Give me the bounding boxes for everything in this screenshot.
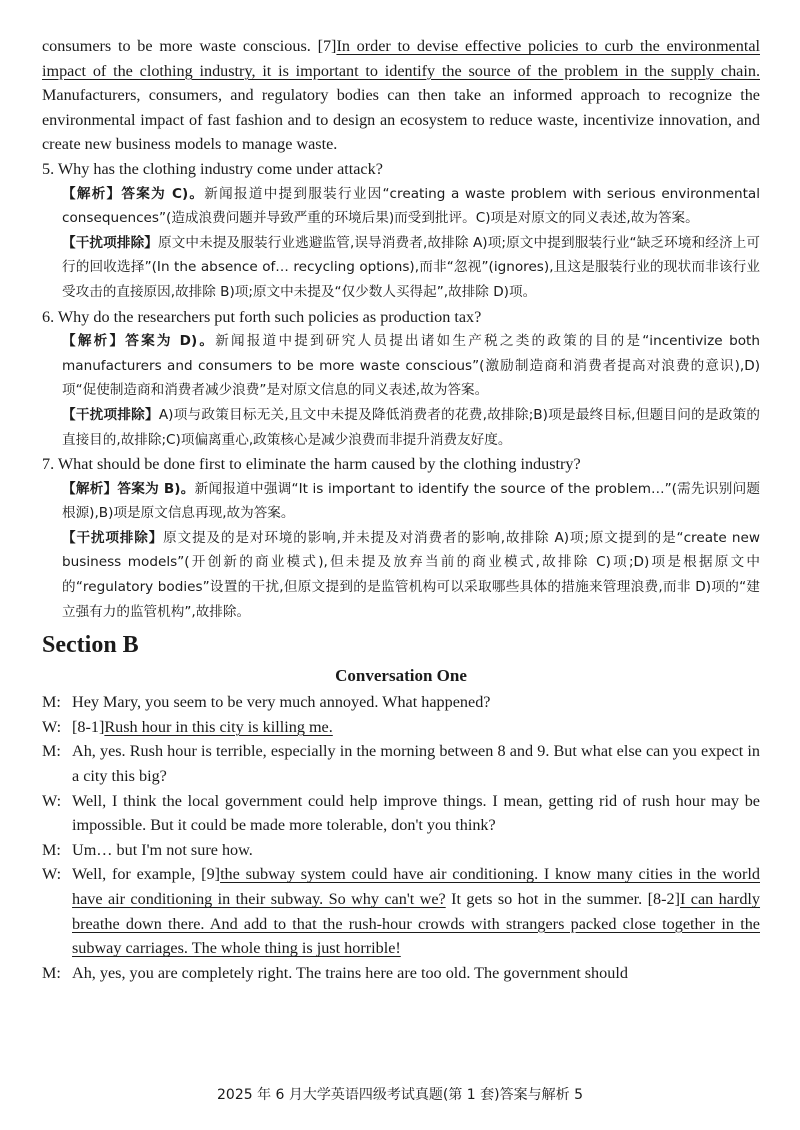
question-6: 6. Why do the researchers put forth such policies as production tax?: [42, 307, 482, 326]
underlined-key-sentence: I can hardly breathe down there. And add to that the rush-hour crowds with strangers packed close together in the subway carriages. The whole thing is just horrible!: [72, 890, 761, 958]
conversation-title: Conversation One: [335, 666, 467, 686]
elimination-label: 【干扰项排除】: [62, 406, 159, 423]
reference-marker: [7]: [317, 37, 337, 55]
analysis-text: 新闻报道中提到研究人员提出诸如生产税之类的政策的目的是“incentivize both manufacturers and consumers to be more waste conscious”(激励制造商和消费者提高对浪费的意识),D)项“促使制造商和消费者减少浪费”是对原文信息的同义表述,故为答案。: [62, 333, 761, 399]
analysis-label: 【解析】: [62, 185, 122, 202]
speaker-label: M:: [42, 742, 61, 761]
question-block: [42, 305, 760, 453]
elimination-text: 原文中未提及服装行业逃避监管,误导消费者,故排除 A)项;原文中提到服装行业“缺乏环境和经济上可行的回收选择”(In the absence of… recycling options),而非“忽视”(ignores),且这是服装行业的现状而非该行业受攻击的直接原因,故排除 B)项;原文中未提及“仅少数人买得起”,故排除 D)项。: [62, 234, 761, 300]
speaker-label: M:: [42, 693, 61, 712]
utterance: [72, 862, 760, 960]
question-block: [42, 157, 760, 305]
underlined-key-sentence: the subway system could have air conditioning. I know many cities in the world have air conditioning in their subway. So why can't we?: [72, 865, 760, 908]
underlined-key-sentence: Rush hour in this city is killing me.: [104, 717, 333, 736]
utterance: [72, 838, 760, 863]
analysis-label: 【解析】: [62, 480, 118, 497]
intro-paragraph: [42, 34, 760, 157]
analysis-label: 【解析】: [62, 333, 126, 350]
utterance-text: It gets so hot in the summer. [8-2]: [445, 890, 680, 908]
analysis-text: 新闻报道中提到服装行业因“creating a waste problem with serious environmental consequences”(造成浪费问题并导致严重的环境后果)而受到批评。C)项是对原文的同义表述,故为答案。: [62, 185, 761, 227]
elimination-text: 原文提及的是对环境的影响,并未提及对消费者的影响,故排除 A)项;原文提到的是“create new business models”(开创新的商业模式),但未提及放弃当前的商业模式,故排除 C)项;D)项是根据原文中的“regulatory bodies”设置的干扰,但原文提到的是监管机构可以采取哪些具体的措施来管理浪费,而非 D)项的“建立强有力的监管机构”,故排除。: [62, 529, 760, 620]
question-block: [42, 452, 760, 624]
utterance: [72, 715, 760, 740]
speaker-label: M:: [42, 963, 61, 982]
page-content: [42, 34, 760, 985]
elimination-7: [42, 526, 760, 624]
utterance-text: Hey Mary, you seem to be very much annoyed. What happened?: [72, 693, 491, 712]
speaker-label: W:: [42, 791, 62, 810]
answer-6: 答案为 D)。: [125, 333, 216, 350]
dialogue-turn: [42, 739, 760, 788]
utterance: [72, 789, 760, 838]
dialogue-turn: [42, 838, 760, 863]
dialogue-turn: [42, 862, 760, 960]
elimination-text: A)项与政策目标无关,且文中未提及降低消费者的花费,故排除;B)项是最终目标,但题目问的是政策的直接目的,故排除;C)项偏离重心,政策核心是减少浪费而非提升消费友好度。: [62, 406, 761, 448]
utterance: [72, 690, 760, 715]
utterance-text: Ah, yes, you are completely right. The trains here are too old. The government should: [72, 963, 628, 982]
utterance: [72, 961, 760, 986]
section-heading: Section B: [42, 632, 139, 659]
question-5: 5. Why has the clothing industry come under attack?: [42, 159, 383, 178]
utterance-text: Well, I think the local government could help improve things. I mean, getting rid of rush hour may be impossible. But it could be made more tolerable, don't you think?: [72, 791, 760, 835]
answer-5: 答案为 C)。: [121, 185, 205, 202]
speaker-label: M:: [42, 840, 61, 859]
elimination-6: [42, 403, 760, 452]
dialogue-turn: [42, 690, 760, 715]
dialogue-turn: [42, 715, 760, 740]
utterance-text: Well, for example, [9]: [72, 865, 221, 884]
intro-text-1: consumers to be more waste conscious.: [42, 37, 318, 55]
elimination-5: [42, 231, 760, 305]
page-footer: 2025 年 6 月大学英语四级考试真题(第 1 套)答案与解析 5: [217, 1087, 583, 1103]
utterance-text: Ah, yes. Rush hour is terrible, especially in the morning between 8 and 9. But what else can you expect in a city this big?: [72, 742, 760, 786]
intro-text-2: Manufacturers, consumers, and regulatory bodies can then take an informed approach to recognize the environmental impact of fast fashion and to design an ecosystem to reduce waste, incentivize innovation, and create new business models to manage waste.: [42, 86, 760, 154]
utterance: [72, 739, 760, 788]
underlined-key-sentence: In order to devise effective policies to curb the environmental impact of the clothing industry, it is important to identify the source of the problem in the supply chain.: [42, 37, 760, 80]
dialogue: [42, 690, 760, 985]
analysis-text: 新闻报道中强调“It is important to identify the source of the problem…”(需先识别问题根源),B)项是原文信息再现,故为答案。: [62, 480, 761, 522]
question-7: 7. What should be done first to eliminate the harm caused by the clothing industry?: [42, 455, 581, 474]
analysis-7: [42, 477, 760, 526]
utterance-text: [8-1]: [72, 717, 105, 736]
analysis-5: [42, 182, 760, 231]
dialogue-turn: [42, 961, 760, 986]
analysis-6: [42, 329, 760, 403]
utterance-text: Um… but I'm not sure how.: [72, 840, 253, 859]
elimination-label: 【干扰项排除】: [62, 234, 158, 251]
elimination-label: 【干扰项排除】: [62, 529, 164, 546]
answer-7: 答案为 B)。: [117, 480, 195, 497]
speaker-label: W:: [42, 865, 62, 884]
dialogue-turn: [42, 789, 760, 838]
speaker-label: W:: [42, 717, 62, 736]
